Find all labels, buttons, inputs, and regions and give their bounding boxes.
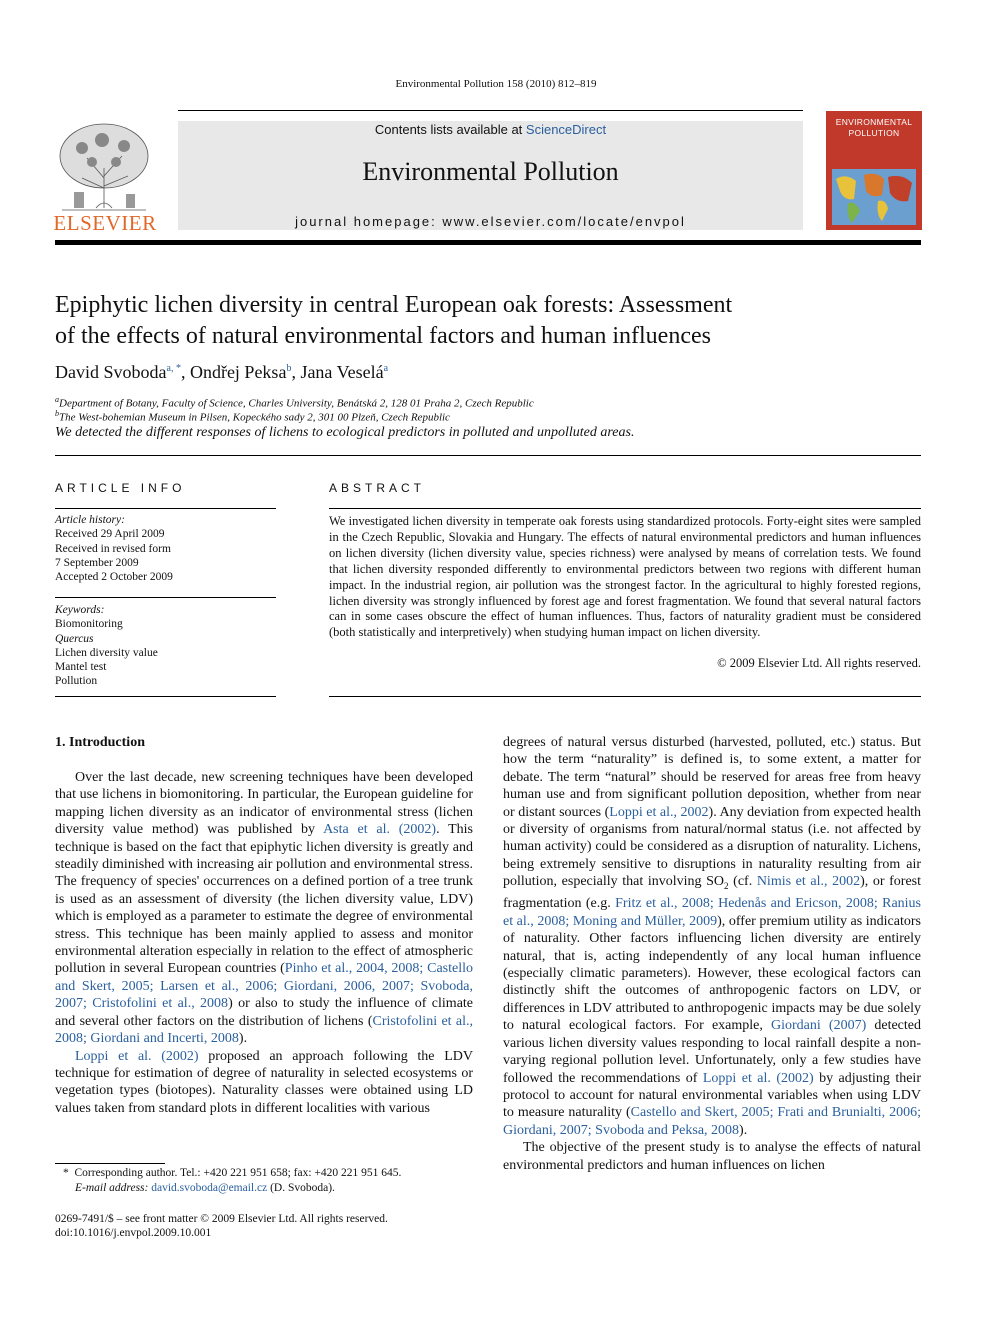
- citation-link[interactable]: Loppi et al. (2002): [702, 1070, 814, 1086]
- paragraph: [55, 769, 473, 1048]
- citation-link[interactable]: Castello and Skert, 2005; Frati and Brunialti, 2006; Giordani, 2007; Svoboda and Peksa, 2008: [503, 1105, 922, 1138]
- email-label: E-mail address:: [75, 1182, 152, 1194]
- keyword: Pollution: [55, 675, 98, 688]
- copyright-line: © 2009 Elsevier Ltd. All rights reserved.: [717, 656, 921, 670]
- citation-link[interactable]: Cristofolini et al., 2008; Giordani and Incerti, 2008: [55, 1013, 474, 1047]
- text: detected various lichen diversity values responding to local rainfall despite a non-varying regional pollution level. Unfortunately, only a few studies have followed the recommendations of: [503, 1018, 921, 1086]
- history-item: 7 September 2009: [55, 556, 139, 569]
- divider: [329, 696, 921, 697]
- citation-link[interactable]: Loppi et al., 2002: [609, 804, 709, 820]
- section-heading-introduction: 1. Introduction: [55, 735, 145, 750]
- sciencedirect-link[interactable]: ScienceDirect: [525, 122, 607, 137]
- divider: [55, 508, 276, 509]
- citation-link[interactable]: Giordani (2007): [771, 1018, 867, 1034]
- elsevier-logo-text: ELSEVIER: [53, 211, 157, 235]
- citation-link[interactable]: Pinho et al., 2004, 2008; Castello and Skert, 2005; Larsen et al., 2006; Giordani, 2006, 2007; Svoboda, 2007; Cristofolini et al., 2008: [55, 961, 473, 1012]
- affiliation-mark: a: [55, 395, 59, 404]
- keyword: Biomonitoring: [55, 618, 123, 631]
- paragraph: [55, 1048, 473, 1118]
- affiliation-b: [55, 409, 450, 424]
- contents-prefix: Contents lists available at: [374, 122, 526, 137]
- journal-homepage[interactable]: journal homepage: www.elsevier.com/locate/envpol: [295, 214, 686, 229]
- text: (cf.: [728, 874, 757, 890]
- article-title-line-1: Epiphytic lichen diversity in central European oak forests: Assessment: [55, 292, 733, 318]
- cover-title-2: POLLUTION: [848, 128, 900, 138]
- text: ).: [739, 1122, 748, 1138]
- author-name: David Svoboda: [55, 362, 167, 382]
- issn-line: 0269-7491/$ – see front matter © 2009 Elsevier Ltd. All rights reserved.: [55, 1213, 388, 1225]
- abstract-text: We investigated lichen diversity in temperate oak forests using standardized protocols. Forty-eight sites were sampled in the Czech Republic, Slovakia and Hungary. The effects of natural environmental predictors and human influences on lichen diversity (lichen diversity value, species richness) were analysed by means of correlation tests. We found that lichen diversity responded differently to environmental predictors between two regions with different human impact. In the industrial region, air pollution was the strongest factor. In the agricultural to highly forested regions, lichen diversity was strongly influenced by forest age and forest fragmentation. We found that several natural factors can in some cases obscure the effect of human influences. Thus, factors of naturality gradient must be considered (both statistically and interpretively) when studying human impact on lichen diversity.: [329, 514, 921, 640]
- keyword: Lichen diversity value: [55, 646, 158, 659]
- affiliation-text: The West-bohemian Museum in Pilsen, Kopeckého sady 2, 301 00 Plzeň, Czech Republic: [59, 411, 450, 424]
- divider: [55, 696, 276, 697]
- article-history: [55, 513, 276, 584]
- citation-link[interactable]: Fritz et al., 2008; Hedenås and Ericson, 2008; Ranius et al., 2008; Moning and Müller, 2009: [503, 896, 921, 929]
- intro-column-1: [55, 769, 473, 1117]
- article-info-heading: ARTICLE INFO: [55, 481, 186, 495]
- citation-link[interactable]: Asta et al. (2002): [323, 822, 437, 838]
- citation-link[interactable]: Nimis et al., 2002: [756, 874, 861, 890]
- abstract-heading: ABSTRACT: [329, 481, 426, 495]
- history-item: Received in revised form: [55, 542, 171, 555]
- email-suffix: (D. Svoboda).: [267, 1182, 335, 1194]
- article-history-label: Article history:: [55, 514, 125, 526]
- paragraph: [503, 734, 921, 1139]
- divider: [329, 508, 921, 509]
- paragraph: The objective of the present study is to analyse the effects of natural environmental predictors and human influences on lichen: [503, 1140, 921, 1173]
- divider: [55, 455, 921, 456]
- article-highlight: We detected the different responses of lichens to ecological predictors in polluted and unpolluted areas.: [55, 425, 635, 440]
- author-affiliation-mark[interactable]: a, *: [166, 363, 181, 374]
- text: . This technique is based on the fact that epiphytic lichen diversity is greatly and steadily diminished with increasing air pollution and environmental stress. The frequency of species' occurrences on a defined portion of a tree trunk is used as an assessment of diversity (the lichen diversity value, LDV) which is employed as a parameter to estimate the degree of environmental stress. This technique has been mainly applied to assess and monitor environmental alteration especially in relation to the effect of atmospheric pollution in several European countries (: [55, 822, 473, 977]
- journal-title: Environmental Pollution: [362, 157, 619, 186]
- author-affiliation-mark[interactable]: b: [286, 363, 292, 374]
- text: degrees of natural versus disturbed (harvested, polluted, etc.) status. But how the term “naturality” is defined is, to some extent, a matter for debate. The term “natural” should be reserved for areas free from heavy human use and from significant pollution deposition, whether from near or distant sources (: [503, 735, 921, 820]
- text: Over the last decade, new screening techniques have been developed that use lichens in biomonitoring. In particular, the European guideline for mapping lichen diversity as an indicator of environmental stress (lichen diversity value method) was published by: [55, 770, 473, 838]
- text: ) or also to study the influence of climate and several other factors on the distribution of lichens (: [55, 996, 474, 1029]
- author-name: Jana Veselá: [300, 362, 384, 382]
- world-map-icon: [826, 139, 922, 229]
- history-item: Received 29 April 2009: [55, 528, 165, 541]
- keywords-label: Keywords:: [55, 604, 105, 616]
- subscript: 2: [724, 881, 729, 892]
- author-list: David Svoboda$^{a, *}$, Ondřej Peksa$^b$, Jana Veselá$^a$: [55, 362, 389, 382]
- corresponding-author-note: Corresponding author. Tel.: +420 221 951 658; fax: +420 221 951 645.: [74, 1167, 402, 1179]
- text: ).: [238, 1031, 248, 1047]
- header-thick-rule: [55, 240, 921, 245]
- header-rule: [178, 110, 803, 111]
- affiliation-text: Department of Botany, Faculty of Science, Charles University, Benátská 2, 128 01 Praha 2, Czech Republic: [59, 397, 534, 410]
- doi-line[interactable]: doi:10.1016/j.envpol.2009.10.001: [55, 1227, 212, 1239]
- keyword: Quercus: [55, 632, 94, 645]
- history-item: Accepted 2 October 2009: [55, 571, 173, 584]
- citation-link[interactable]: Loppi et al. (2002): [75, 1048, 199, 1064]
- footnote-mark: *: [63, 1167, 69, 1179]
- divider: [55, 597, 276, 598]
- email-link[interactable]: david.svoboda@email.cz: [151, 1182, 268, 1194]
- text: ), or forest fragmentation (e.g.: [503, 874, 922, 912]
- affiliation-mark: b: [55, 409, 59, 418]
- article-title: [55, 290, 921, 352]
- affiliation-a: [55, 395, 534, 410]
- contents-line: [178, 122, 803, 137]
- text: proposed an approach following the LDV technique for estimation of degree of naturality in selected ecosystems or vegetation types (biotopes). Naturality classes were obtained using LD values taken from standard plots in different localities with various: [55, 1048, 473, 1116]
- text: by adjusting their protocol to account for natural environmental variables when using LDV to measure naturality (: [503, 1070, 921, 1121]
- journal-citation: Environmental Pollution 158 (2010) 812–819: [395, 78, 597, 90]
- author-affiliation-mark[interactable]: a: [383, 363, 389, 374]
- keywords-block: [55, 603, 276, 689]
- article-title-line-2: of the effects of natural environmental factors and human influences: [55, 323, 711, 349]
- footnote-rule: [55, 1163, 165, 1164]
- text: ). Any deviation from expected health or diversity of organisms from natural/normal status (i.e. not affected by human activity) could be considered as a disruption of naturality. Lichens, being extremely sensitive to disruptions in naturality resulting from air pollution, especially that involving SO: [503, 804, 921, 890]
- intro-column-2: [503, 734, 921, 1174]
- text: ), offer premium utility as indicators of naturality. Other factors influencing lichen diversity are entirely natural, that is, acting independently of any local human influence (especially climatic parameters). However, these ecological factors can distinctly shift the outcomes of anthropogenic factors on LDV, or differences in LDV attributed to anthropogenic impacts may be due solely to natural ecological factors. For example,: [503, 913, 921, 1034]
- journal-cover-image: [826, 111, 922, 230]
- footnote: [55, 1166, 475, 1196]
- author-name: Ondřej Peksa: [189, 362, 287, 382]
- keyword: Mantel test: [55, 661, 107, 674]
- cover-title-1: ENVIRONMENTAL: [835, 117, 913, 127]
